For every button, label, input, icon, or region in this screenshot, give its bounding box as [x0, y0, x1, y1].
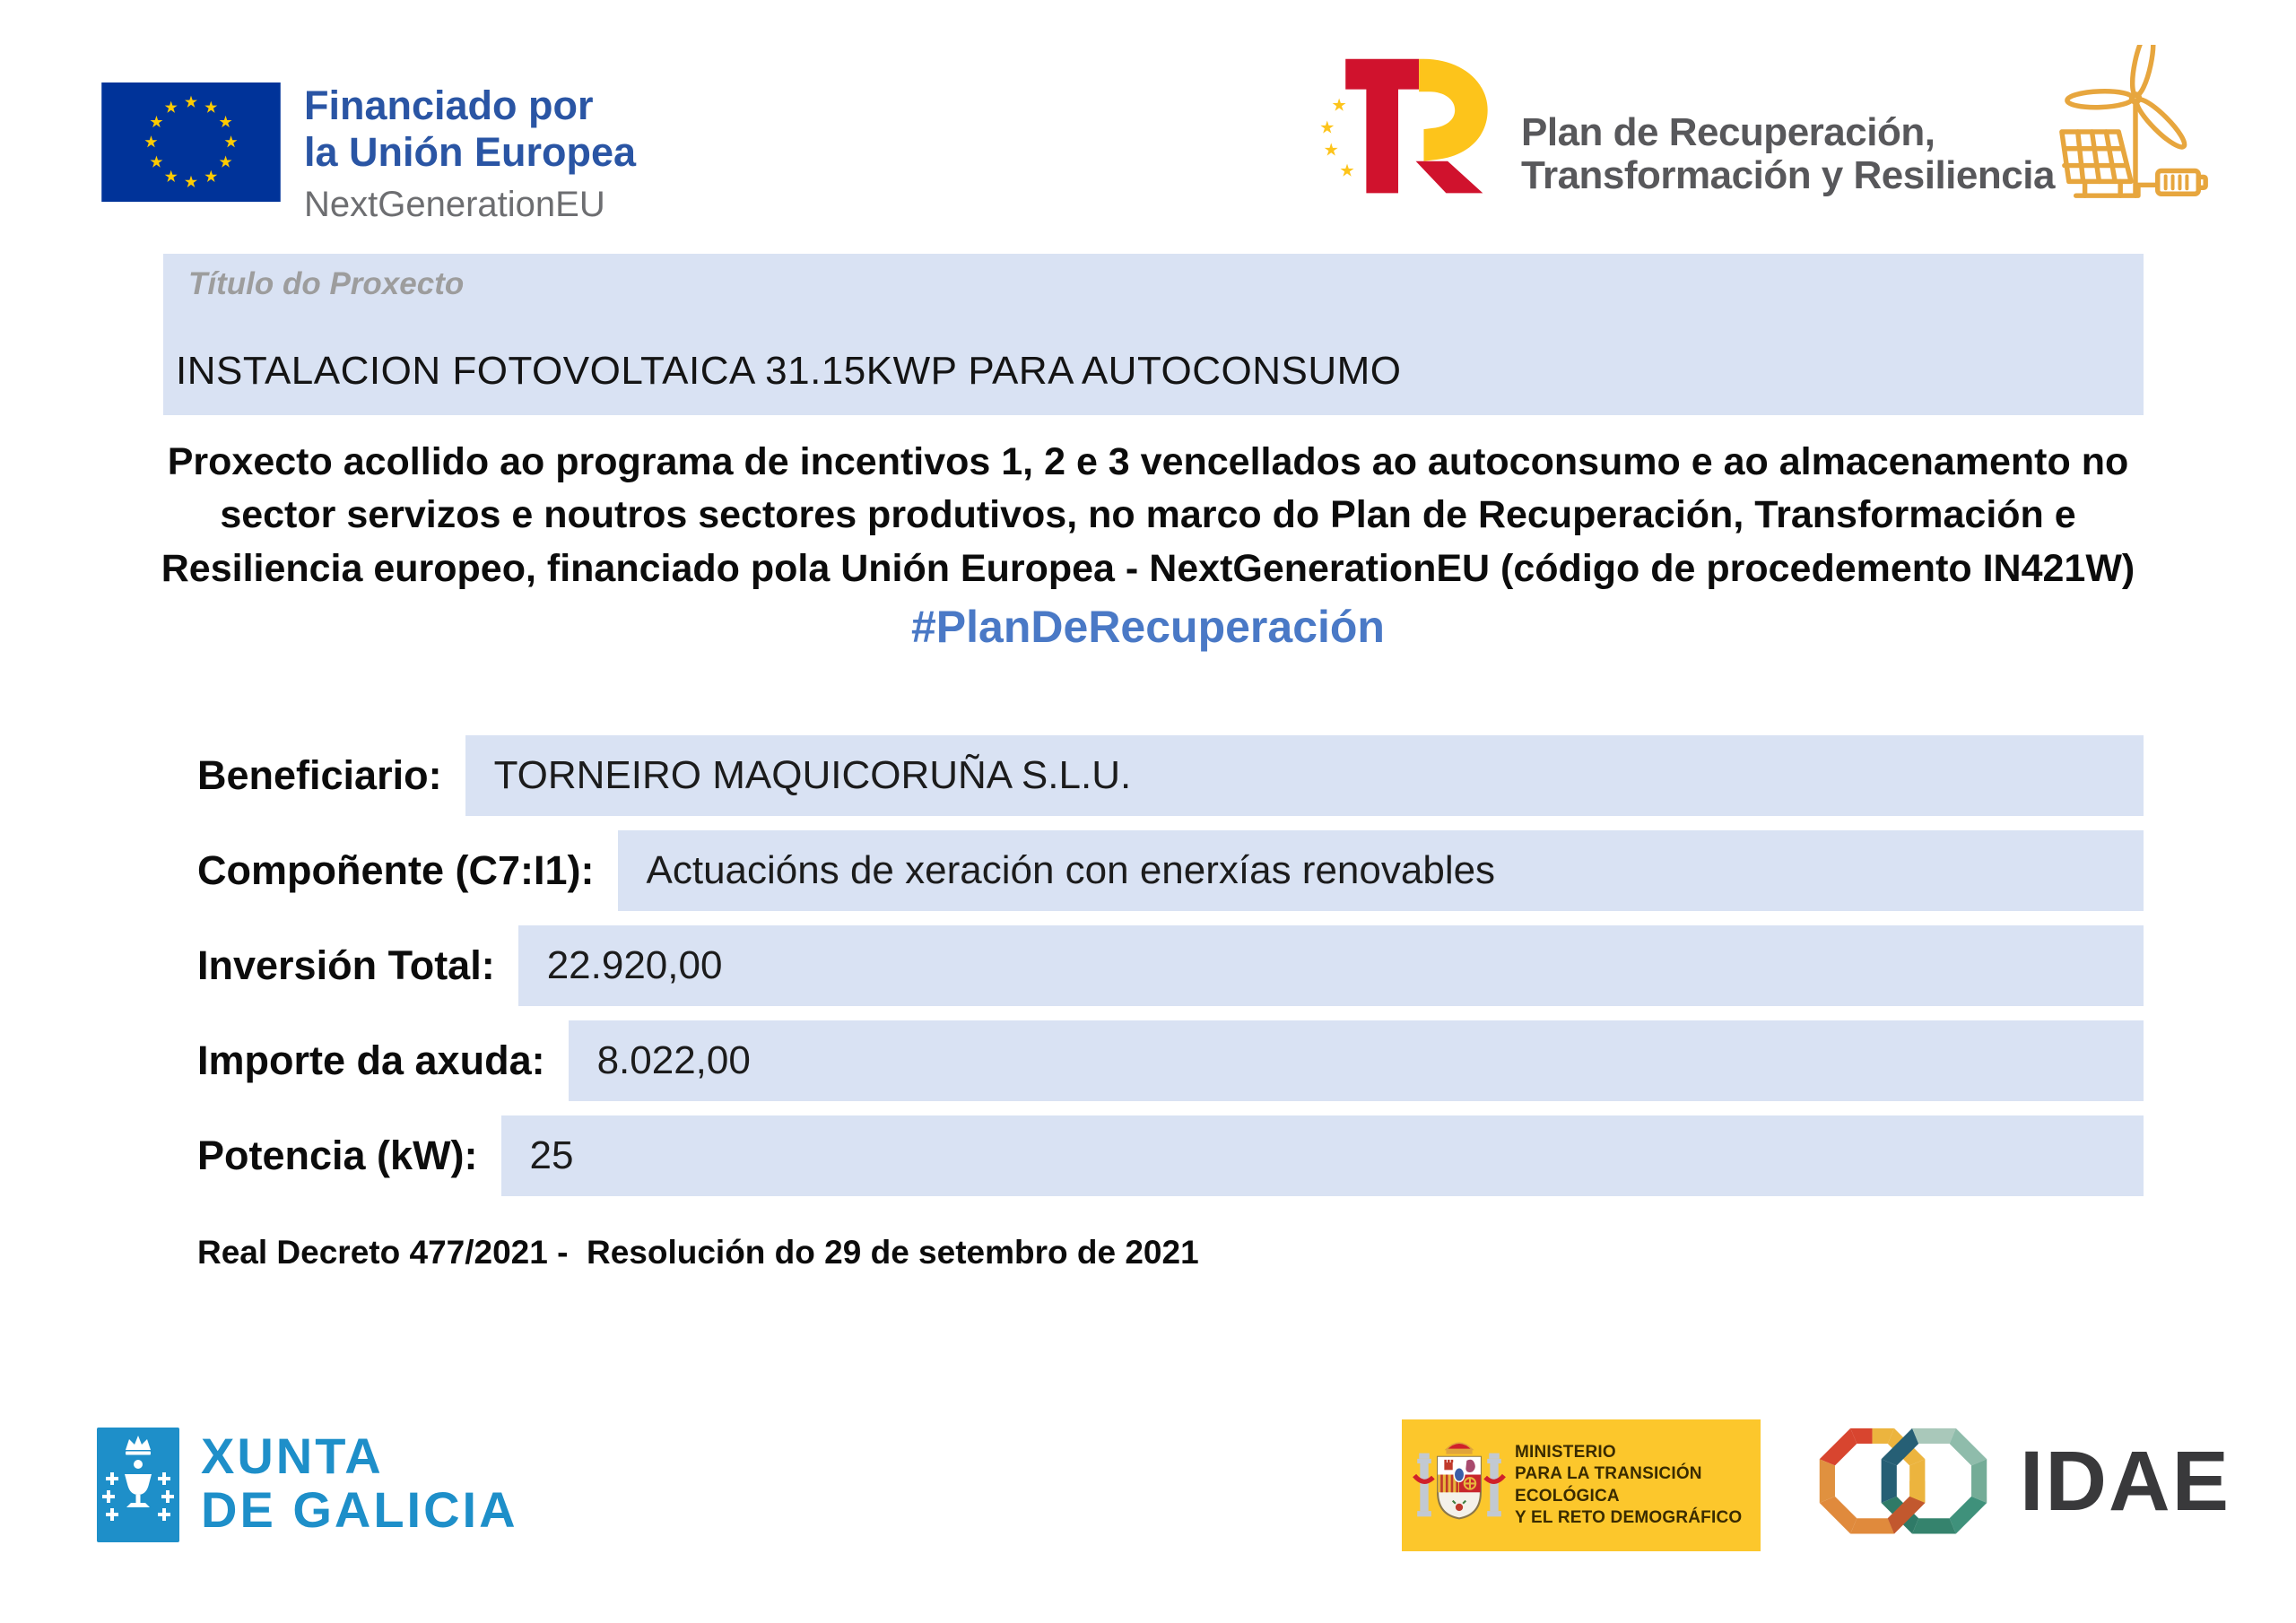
- ministerio-line1: MINISTERIO: [1515, 1442, 1616, 1462]
- field-row-inversion: [197, 925, 2144, 1006]
- beneficiario-value: TORNEIRO MAQUICORUÑA S.L.U.: [465, 735, 2144, 816]
- field-row-potencia: [197, 1115, 2144, 1196]
- eu-funding-logo: [101, 82, 636, 225]
- potencia-value: 25: [501, 1115, 2144, 1196]
- prtr-logo: [1317, 43, 2055, 203]
- field-row-beneficiario: [197, 735, 2144, 816]
- wind-solar-battery-icon: [2051, 45, 2220, 213]
- potencia-label: Potencia (kW):: [197, 1133, 478, 1178]
- xunta-shield-icon: [97, 1428, 179, 1542]
- inversion-value: 22.920,00: [518, 925, 2144, 1006]
- inversion-label: Inversión Total:: [197, 942, 495, 988]
- nextgenerationeu-label: NextGenerationEU: [304, 185, 605, 225]
- spain-coat-of-arms-icon: [1413, 1432, 1506, 1540]
- eu-flag-icon: [101, 82, 281, 202]
- componente-value: Actuacións de xeración con enerxías renovables: [618, 830, 2144, 911]
- importe-value: 8.022,00: [569, 1020, 2144, 1101]
- xunta-line2: DE GALICIA: [201, 1481, 518, 1539]
- project-title-banner: [163, 254, 2144, 415]
- eu-funding-line2: la Unión Europea: [304, 129, 637, 176]
- prtr-line2: Transformación y Resiliencia: [1521, 152, 2055, 197]
- project-description: Proxecto acollido ao programa de incentivos 1, 2 e 3 vencellados ao autoconsumo e ao almacenamento no sector servizos e noutros sectores produtivos, no marco do Plan de Recuperación, Transformación e Resiliencia europeo, financiado pola Unión Europea - NextGenerationEU (código de procedemento IN421W): [161, 440, 2135, 590]
- legal-reference: Real Decreto 477/2021 - Resolución do 29 de setembro de 2021: [197, 1234, 1199, 1271]
- prtr-text: [1521, 111, 2055, 197]
- xunta-de-galicia-logo: [97, 1428, 518, 1542]
- prtr-line1: Plan de Recuperación,: [1521, 110, 1935, 154]
- ministerio-text: [1515, 1442, 1761, 1529]
- xunta-wordmark: [201, 1429, 518, 1538]
- idae-rings-icon: [1810, 1419, 1996, 1544]
- project-title-label: Título do Proxecto: [188, 266, 465, 301]
- project-title: INSTALACION FOTOVOLTAICA 31.15KWP PARA AUTOCONSUMO: [176, 349, 1402, 393]
- xunta-line1: XUNTA: [201, 1428, 384, 1484]
- ministerio-line2: PARA LA TRANSICIÓN ECOLÓGICA: [1515, 1464, 1702, 1506]
- importe-label: Importe da axuda:: [197, 1037, 545, 1083]
- ministerio-logo: [1402, 1419, 1761, 1551]
- ministerio-line3: Y EL RETO DEMOGRÁFICO: [1515, 1507, 1743, 1527]
- beneficiario-label: Beneficiario:: [197, 752, 442, 798]
- eu-funding-text: [304, 82, 636, 225]
- idae-logo: [1810, 1419, 2231, 1544]
- recovery-plan-hashtag: #PlanDeRecuperación: [911, 602, 1385, 652]
- project-fields: [197, 735, 2144, 1211]
- field-row-importe: [197, 1020, 2144, 1101]
- componente-label: Compoñente (C7:I1):: [197, 847, 595, 893]
- idae-wordmark: IDAE: [2020, 1433, 2231, 1529]
- eu-funding-line1: Financiado por: [304, 82, 594, 128]
- field-row-componente: [197, 830, 2144, 911]
- prtr-emblem-icon: [1317, 43, 1509, 203]
